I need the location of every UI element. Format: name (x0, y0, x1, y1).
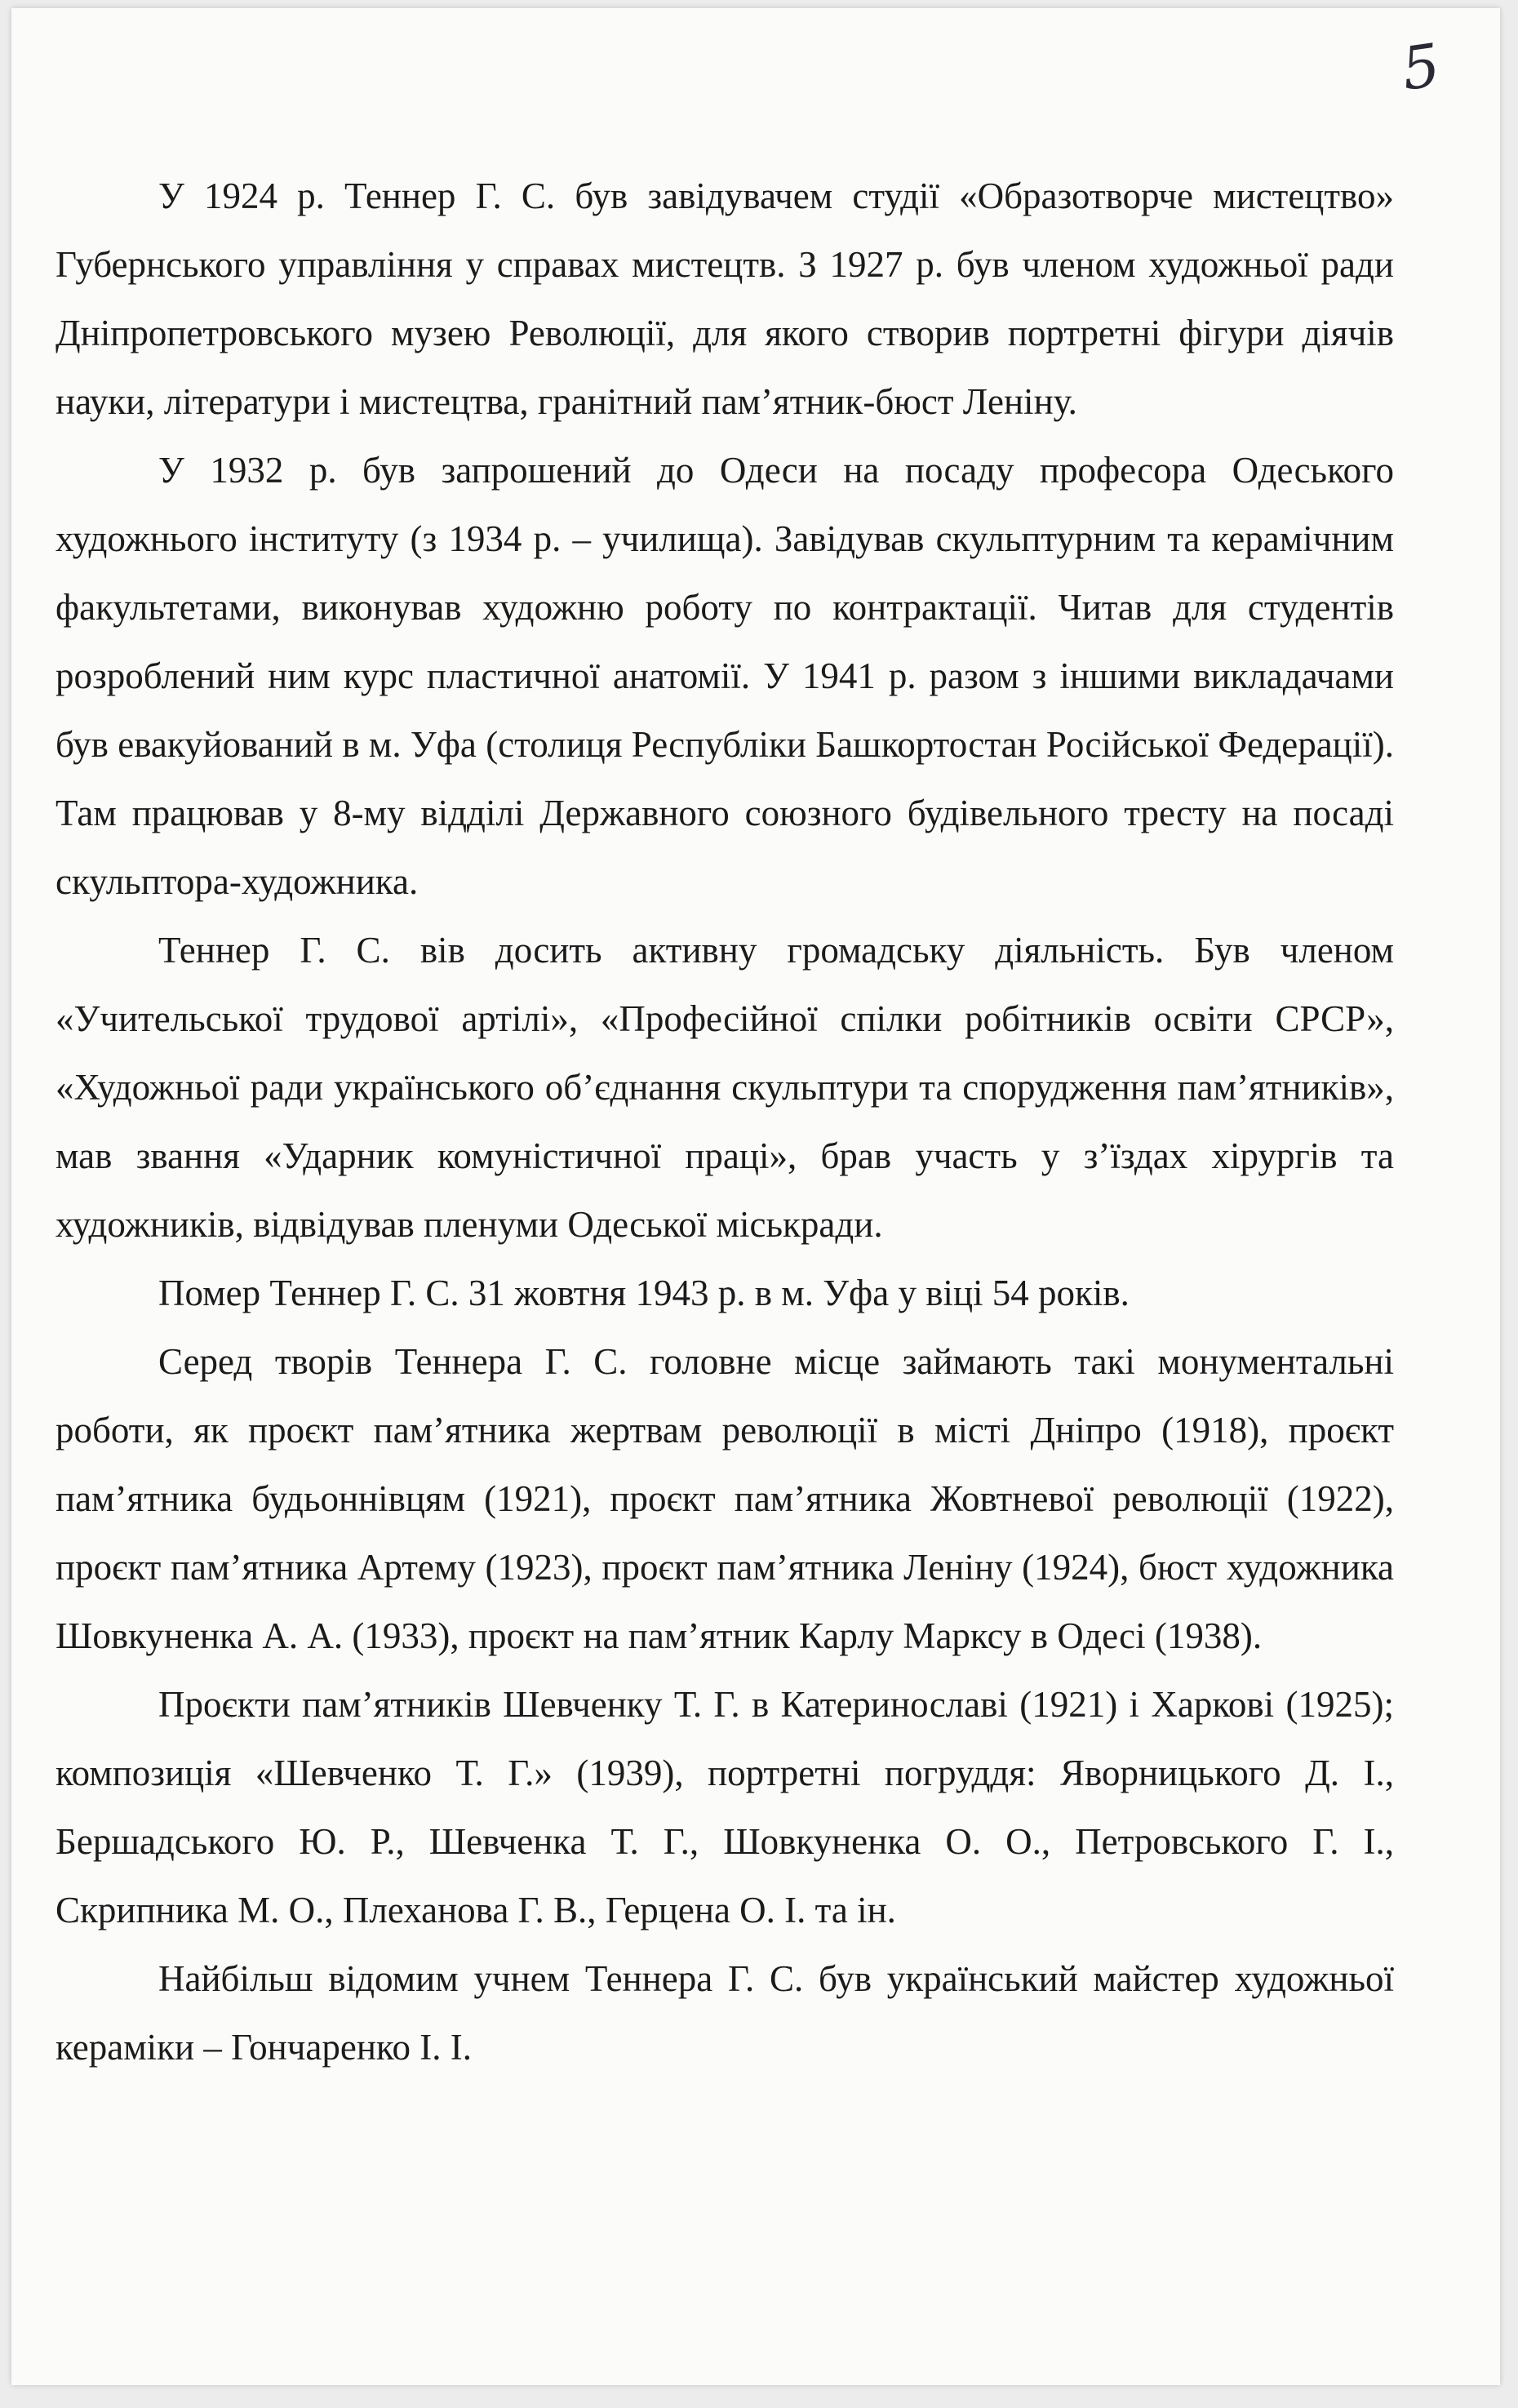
paragraph-student: Найбільш відомим учнем Теннера Г. С. був український майстер художньої кераміки – Гончаренко І. І. (55, 1958, 1394, 2068)
page-number: 5 (1397, 30, 1445, 104)
paragraph-monumental-works: Серед творів Теннера Г. С. головне місце займають такі монументальні роботи, як проєкт пам’ятника жертвам революції в місті Дніпро (1918), проєкт пам’ятника будьоннівцям (1921), проєкт пам’ятника Жовтневої революції (1922), проєкт пам’ятника Артему (1923), проєкт пам’ятника Леніну (1924), бюст художника Шовкуненка А. А. (1933), проєкт на пам’ятник Карлу Марксу в Одесі (1938). (55, 1341, 1394, 1656)
paragraph-public-activity: Теннер Г. С. вів досить активну громадську діяльність. Був членом «Учительської трудової артілі», «Професійної спілки робітників освіти СРСР», «Художньої ради українського об’єднання скульптури та спорудження пам’ятників», мав звання «Ударник комуністичної праці», брав участь у з’їздах хірургів та художників, відвідував пленуми Одеської міськради. (55, 930, 1394, 1245)
document-body (55, 162, 1394, 2081)
paragraph-death: Помер Теннер Г. С. 31 жовтня 1943 р. в м. Уфа у віці 54 років. (158, 1273, 1130, 1313)
document-page (11, 8, 1500, 2385)
paragraph-studio-1924: У 1924 р. Теннер Г. С. був завідувачем студії «Образотворче мистецтво» Губернського управління у справах мистецтв. З 1927 р. був членом художньої ради Дніпропетровського музею Революції, для якого створив портретні фігури діячів науки, літератури і мистецтва, гранітний пам’ятник-бюст Леніну. (55, 175, 1394, 422)
paragraph-shevchenko-projects: Проєкти пам’ятників Шевченку Т. Г. в Катеринославі (1921) і Харкові (1925); композиція «Шевченко Т. Г.» (1939), портретні погруддя: Яворницького Д. І., Бершадського Ю. Р., Шевченка Т. Г., Шовкуненка О. О., Петровського Г. І., Скрипника М. О., Плеханова Г. В., Герцена О. І. та ін. (55, 1684, 1394, 1930)
paragraph-odesa-1932: У 1932 р. був запрошений до Одеси на посаду професора Одеського художнього інституту (з 1934 р. – училища). Завідував скульптурним та керамічним факультетами, виконував художню роботу по контрактації. Читав для студентів розроблений ним курс пластичної анатомії. У 1941 р. разом з іншими викладачами був евакуйований в м. Уфа (столиця Республіки Башкортостан Російської Федерації). Там працював у 8-му відділі Державного союзного будівельного тресту на посаді скульптора-художника. (55, 450, 1394, 902)
